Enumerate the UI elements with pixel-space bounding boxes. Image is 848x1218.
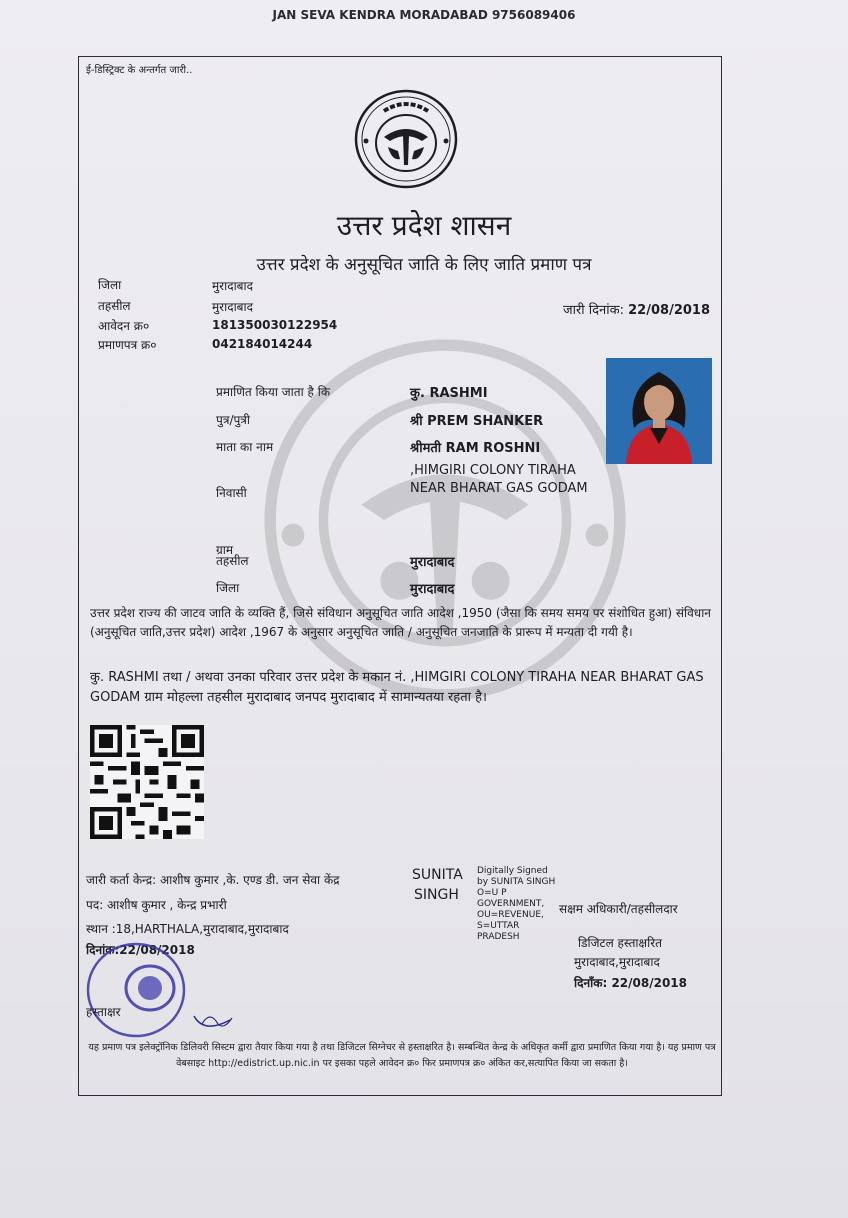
signer-name-line1: SUNITA: [412, 867, 463, 883]
certify-label: प्रमाणित किया जाता है कि: [216, 385, 331, 399]
certificate-number-label: प्रमाणपत्र क्र०: [98, 338, 157, 352]
signer-name-line2: SINGH: [414, 887, 459, 903]
application-number-value: 181350030122954: [212, 318, 338, 332]
person-photo-icon: [606, 358, 712, 464]
applicant-name: कु. RASHMI: [410, 386, 488, 401]
field-district-label: जिला: [216, 581, 240, 595]
resident-label: निवासी: [216, 486, 247, 500]
certificate-subtitle: उत्तर प्रदेश के अनुसूचित जाति के लिए जाति प्रमाण पत्र: [256, 255, 592, 275]
parent-name: श्री PREM SHANKER: [410, 414, 544, 429]
village-label: ग्राम: [216, 543, 234, 557]
field-tehsil-label: तहसील: [216, 554, 249, 568]
district-value: मुरादाबाद: [212, 279, 254, 293]
certificate-number-value: 042184014244: [212, 337, 313, 351]
officer-place: मुरादाबाद,मुरादाबाद: [574, 955, 660, 969]
officer-digital-note: डिजिटल हस्ताक्षरित: [578, 936, 662, 950]
center-header: JAN SEVA KENDRA MORADABAD 9756089406: [272, 8, 576, 22]
issuing-center: जारी कर्ता केन्द्र: आशीष कुमार ,के. एण्ड डी. जन सेवा केंद्र: [86, 873, 340, 887]
mother-label: माता का नाम: [216, 440, 274, 454]
issuer-place: स्थान :18,HARTHALA,मुरादाबाद,मुरादाबाद: [86, 922, 289, 936]
district-label: जिला: [98, 278, 122, 292]
qr-code-icon[interactable]: [90, 725, 204, 839]
tehsil-value: मुरादाबाद: [212, 300, 254, 314]
field-district-value: मुरादाबाद: [410, 582, 455, 597]
up-government-emblem-icon: [354, 89, 458, 189]
parent-label: पुत्र/पुत्री: [216, 413, 251, 427]
tehsil-label: तहसील: [98, 299, 131, 313]
caste-statement: उत्तर प्रदेश राज्य की जाटव जाति के व्यक्ति हैं, जिसे संविधान अनुसूचित जाति आदेश ,1950 (जैसा कि समय समय पर संशोधित हुआ) संविधान (अनुसूचित जाति,उत्तर प्रदेश) आदेश ,1967 के अनुसार अनुसूचित जाति / अनुसूचित जनजाति के प्रारूप में मन्यता दी गयी है।: [90, 606, 711, 639]
issuer-date: दिनांक:22/08/2018: [86, 943, 195, 957]
issued-under-note: ई-डिस्ट्रिक्ट के अन्तर्गत जारी..: [86, 65, 193, 76]
center-stamp-icon: [84, 930, 234, 1050]
applicant-photo: [606, 358, 712, 464]
issuer-signature-label: हस्ताक्षर: [86, 1005, 121, 1019]
mother-name: श्रीमती RAM ROSHNI: [410, 441, 541, 456]
residence-statement: कु. RASHMI तथा / अथवा उनका परिवार उत्तर प्रदेश के मकान नं. ,HIMGIRI COLONY TIRAHA NEAR BHARAT GAS GODAM ग्राम मोहल्ला तहसील मुरादाबाद जनपद मुरादाबाद में सामान्यतया रहता है।: [90, 670, 704, 705]
field-tehsil-value: मुरादाबाद: [410, 555, 455, 570]
certificate-title: उत्तर प्रदेश शासन: [336, 209, 512, 242]
officer-title: सक्षम अधिकारी/तहसीलदार: [559, 902, 678, 916]
issuer-post: पद: आशीष कुमार , केन्द्र प्रभारी: [86, 898, 227, 912]
verification-footer: यह प्रमाण पत्र इलेक्ट्रॉनिक डिलिवरी सिस्टम द्वारा तैयार किया गया है तथा डिजिटल सिग्नेचर से हस्ताक्षरित है। सम्बन्धित केन्द्र के अधिकृत कर्मी द्वारा प्रमाणित किया गया है। यह प्रमाण पत्र वेबसाइट http://edistrict.up.nic.in पर इसका पहले आवेदन क्र० फिर प्रमाणपत्र क्र० अंकित कर,सत्यापित किया जा सकता है।: [88, 1042, 716, 1069]
application-number-label: आवेदन क्र०: [98, 319, 150, 333]
resident-address: ,HIMGIRI COLONY TIRAHA NEAR BHARAT GAS GODAM: [410, 463, 588, 496]
officer-date: दिनाँक: 22/08/2018: [574, 976, 688, 990]
issue-date-value: 22/08/2018: [628, 303, 710, 318]
issue-date: [563, 300, 710, 318]
digital-signature-details: Digitally Signed by SUNITA SINGH O=U P GOVERNMENT, OU=REVENUE, S=UTTAR PRADESH: [477, 866, 556, 942]
issue-date-label: जारी दिनांक:: [562, 303, 624, 318]
